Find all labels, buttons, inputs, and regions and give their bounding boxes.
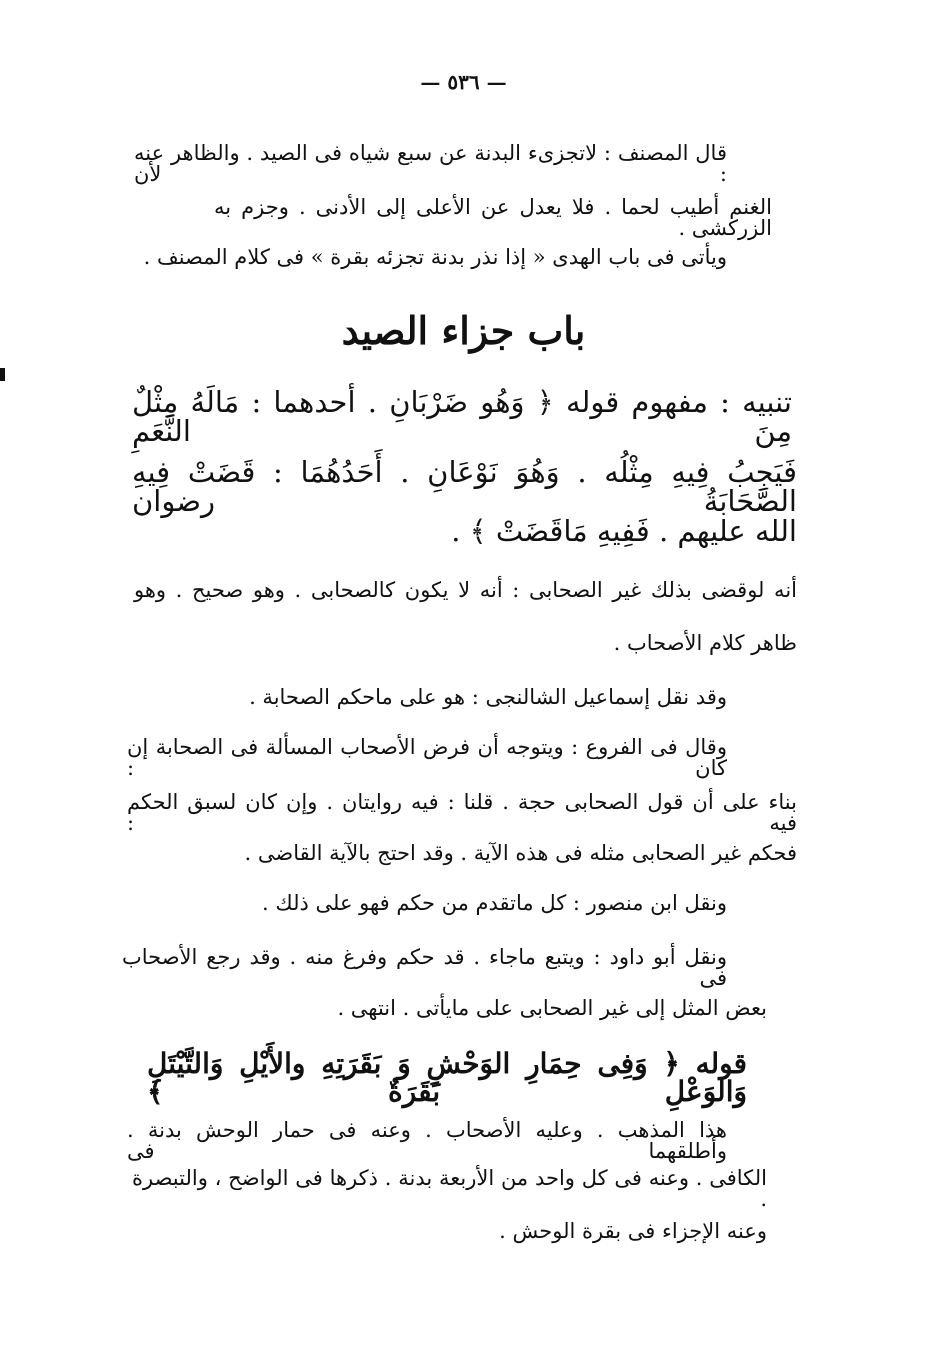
paragraph-line: وقال فى الفروع : ويتوجه أن فرض الأصحاب المسألة فى الصحابة إن كان :	[127, 735, 727, 780]
paragraph-line: فَيَجِبُ فِيهِ مِثْلُه . وَهُوَ نَوْعَانِ . أَحَدُهُمَا : قَضَتْ فِيهِ الصَّحَابَةُ رضوان	[132, 455, 797, 518]
paragraph-line: ونقل ابن منصور : كل ماتقدم من حكم فهو على ذلك .	[262, 891, 727, 915]
margin-mark	[0, 368, 5, 381]
paragraph-line: ويأتى فى باب الهدى « إذا نذر بدنة تجزئه بقرة » فى كلام المصنف .	[143, 245, 727, 269]
paragraph-line: أنه لوقضى بذلك غير الصحابى : أنه لا يكون كالصحابى . وهو صحيح . وهو	[134, 578, 797, 602]
paragraph-line: تنبيه : مفهوم قوله ﴿ وَهُو ضَرْبَانِ . أحدهما : مَالَهُ مِثْلٌ مِنَ النَّعَمِ	[132, 385, 792, 448]
paragraph-line: بعض المثل إلى غير الصحابى على مايأتى . انتهى .	[337, 996, 767, 1020]
section-heading: قوله ﴿ وَفِى حِمَارِ الوَحْشِ وَ بَقَرَتِهِ والأَيْلِ وَالتَّيْتَلِ وَالوَعْلِ بَقَرَةٌ ﴾	[147, 1047, 747, 1108]
paragraph-line: هذا المذهب . وعليه الأصحاب . وعنه فى حمار الوحش بدنة . وأطلقهما فى	[127, 1118, 727, 1163]
paragraph-line: وقد نقل إسماعيل الشالنجى : هو على ماحكم الصحابة .	[249, 685, 727, 709]
paragraph-line: وعنه الإجزاء فى بقرة الوحش .	[499, 1219, 767, 1243]
paragraph-line: قال المصنف : لاتجزىء البدنة عن سبع شياه فى الصيد . والظاهر عنه : لأن	[134, 141, 727, 186]
paragraph-line: بناء على أن قول الصحابى حجة . قلنا : فيه روايتان . وإن كان لسبق الحكم فيه :	[127, 790, 797, 835]
chapter-title: باب جزاء الصيد	[341, 308, 586, 353]
page-number: — ٥٣٦ —	[420, 70, 507, 94]
paragraph-line: ونقل أبو داود : ويتبع ماجاء . قد حكم وفرغ منه . وقد رجع الأصحاب فى	[122, 945, 727, 990]
paragraph-line: الغنم أطيب لحما . فلا يعدل عن الأعلى إلى الأدنى . وجزم به الزركشى .	[214, 195, 772, 240]
paragraph-line: الكافى . وعنه فى كل واحد من الأربعة بدنة . ذكرها فى الواضح ، والتبصرة .	[132, 1166, 767, 1211]
paragraph-line: ظاهر كلام الأصحاب .	[613, 631, 797, 655]
paragraph-line: الله عليهم . فَفِيهِ مَاقَضَتْ ﴾ .	[451, 514, 797, 548]
paragraph-line: فحكم غير الصحابى مثله فى هذه الآية . وقد احتج بالآية القاضى .	[244, 841, 797, 865]
